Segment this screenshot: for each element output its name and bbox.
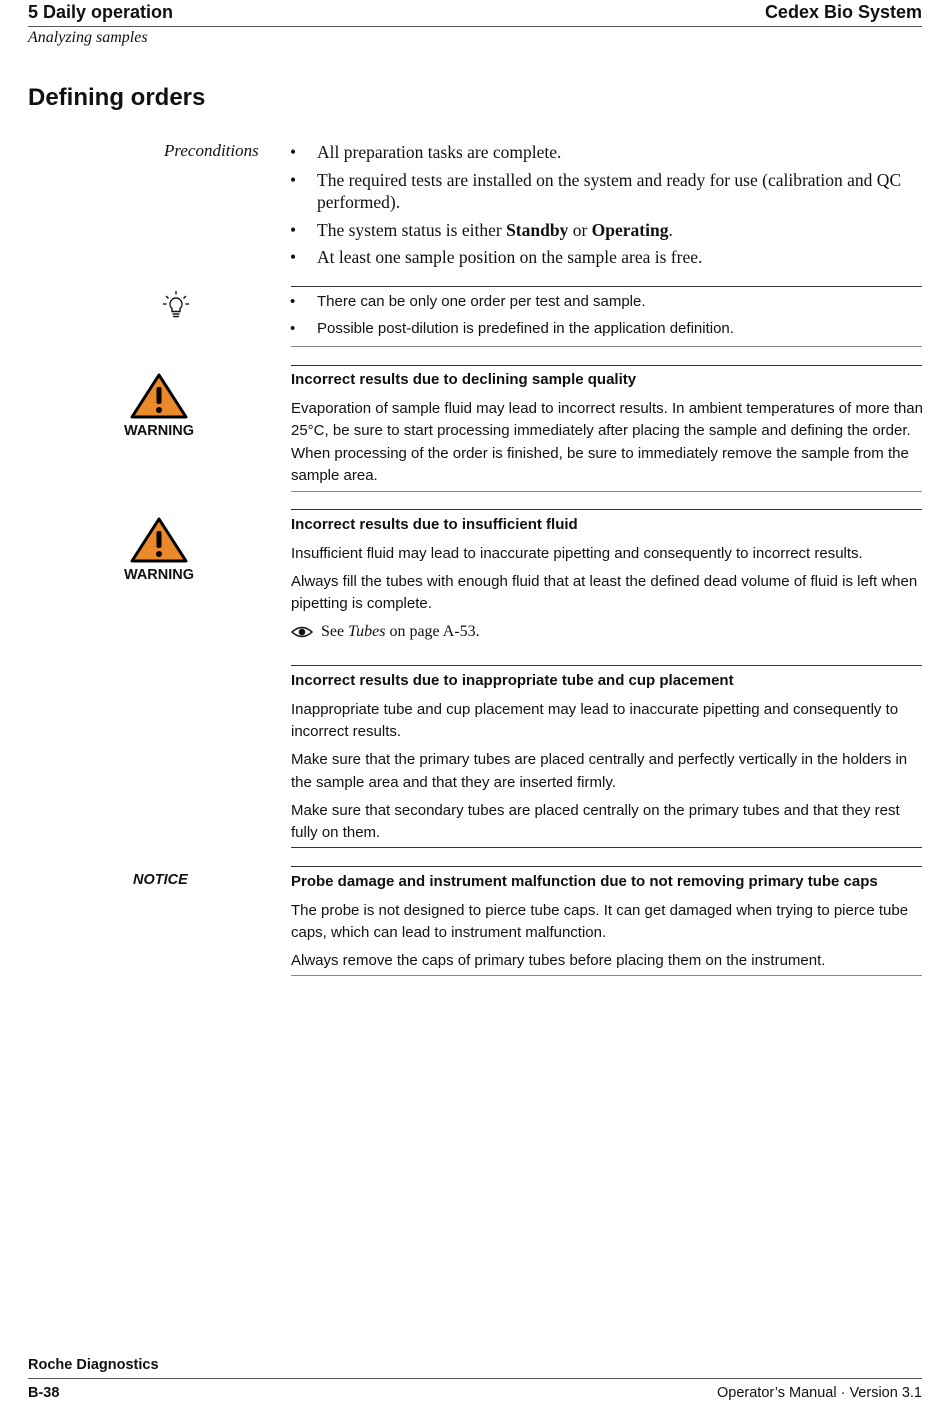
warning3-top-divider <box>291 665 922 666</box>
warning1-message <box>291 369 923 493</box>
eye-icon <box>291 625 313 639</box>
notice-bottom-divider <box>291 975 922 976</box>
warning3-paragraph: Make sure that secondary tubes are placed centrally on the primary tubes and that they rest fully on them. <box>291 801 900 841</box>
notice-paragraph: The probe is not designed to pierce tube caps. It can get damaged when trying to pierce tube caps, which can lead to instrument malfunction. <box>291 901 909 941</box>
warning1-body: Evaporation of sample fluid may lead to incorrect results. In ambient temperatures of more than 25°C, be sure to start processing immediately after placing the sample and defining the order. When processing of the order is finished, be sure to immediately remove the sample from the sample area. <box>291 399 923 484</box>
list-item: • At least one sample position on the sample area is free. <box>290 246 922 269</box>
preconditions-label: Preconditions <box>164 141 259 160</box>
tip-top-divider <box>291 286 922 287</box>
section-subtitle: Analyzing samples <box>28 29 148 46</box>
warning-symbol <box>120 372 198 439</box>
header-divider <box>28 26 922 27</box>
warning1-top-divider <box>291 365 922 366</box>
warning2-paragraph: Always fill the tubes with enough fluid that at least the defined dead volume of fluid is left when pipetting is complete. <box>291 572 918 612</box>
notice-message <box>291 871 923 978</box>
warning-triangle-icon <box>129 372 189 420</box>
warning2-paragraph: Insufficient fluid may lead to inaccurate pipetting and consequently to incorrect results. <box>291 544 863 562</box>
list-item: • Possible post-dilution is predefined in the application definition. <box>290 318 922 340</box>
footer-divider <box>28 1378 922 1379</box>
notice-heading: Probe damage and instrument malfunction due to not removing primary tube caps <box>291 873 878 890</box>
warning3-message <box>291 670 923 850</box>
lightbulb-icon <box>162 290 190 325</box>
list-item: • The required tests are installed on the system and ready for use (calibration and QC performed). <box>290 169 922 214</box>
page-title: Defining orders <box>28 84 206 111</box>
warning3-paragraph: Make sure that the primary tubes are placed centrally and perfectly vertically in the holders in the sample area and that they are inserted firmly. <box>291 751 908 791</box>
tip-list <box>290 291 922 345</box>
warning1-bottom-divider <box>291 491 922 492</box>
warning3-paragraph: Inappropriate tube and cup placement may lead to inaccurate pipetting and consequently to incorrect results. <box>291 700 899 740</box>
notice-paragraph: Always remove the caps of primary tubes before placing them on the instrument. <box>291 952 826 969</box>
footer-company: Roche Diagnostics <box>28 1357 159 1373</box>
tip-bottom-divider <box>291 346 922 347</box>
warning2-top-divider <box>291 509 922 510</box>
preconditions-list <box>290 141 922 274</box>
warning3-bottom-divider <box>291 847 922 848</box>
status-standby: Standby <box>506 219 569 240</box>
page-number: B-38 <box>28 1385 60 1401</box>
reference-title: Tubes <box>348 623 386 640</box>
manual-version: Operator’s Manual · Version 3.1 <box>717 1385 922 1401</box>
status-operating: Operating <box>591 219 669 240</box>
warning1-heading: Incorrect results due to declining sample quality <box>291 371 637 388</box>
list-item: • The system status is either Standby or Operating. <box>290 219 922 242</box>
warning2-heading: Incorrect results due to insufficient fluid <box>291 516 578 533</box>
warning3-heading: Incorrect results due to inappropriate tube and cup placement <box>291 672 734 689</box>
warning2-message <box>291 514 923 644</box>
product-name: Cedex Bio System <box>764 2 922 22</box>
list-item: • There can be only one order per test and sample. <box>290 291 922 313</box>
warning-triangle-icon <box>129 516 189 564</box>
warning-label: WARNING <box>123 567 195 583</box>
list-item: • All preparation tasks are complete. <box>290 141 922 164</box>
warning-label: WARNING <box>123 423 195 439</box>
notice-label: NOTICE <box>133 872 188 888</box>
cross-reference[interactable]: See Tubes on page A-53. <box>291 621 923 644</box>
warning-symbol <box>120 516 198 583</box>
notice-top-divider <box>291 866 922 867</box>
chapter-title: 5 Daily operation <box>28 2 174 22</box>
